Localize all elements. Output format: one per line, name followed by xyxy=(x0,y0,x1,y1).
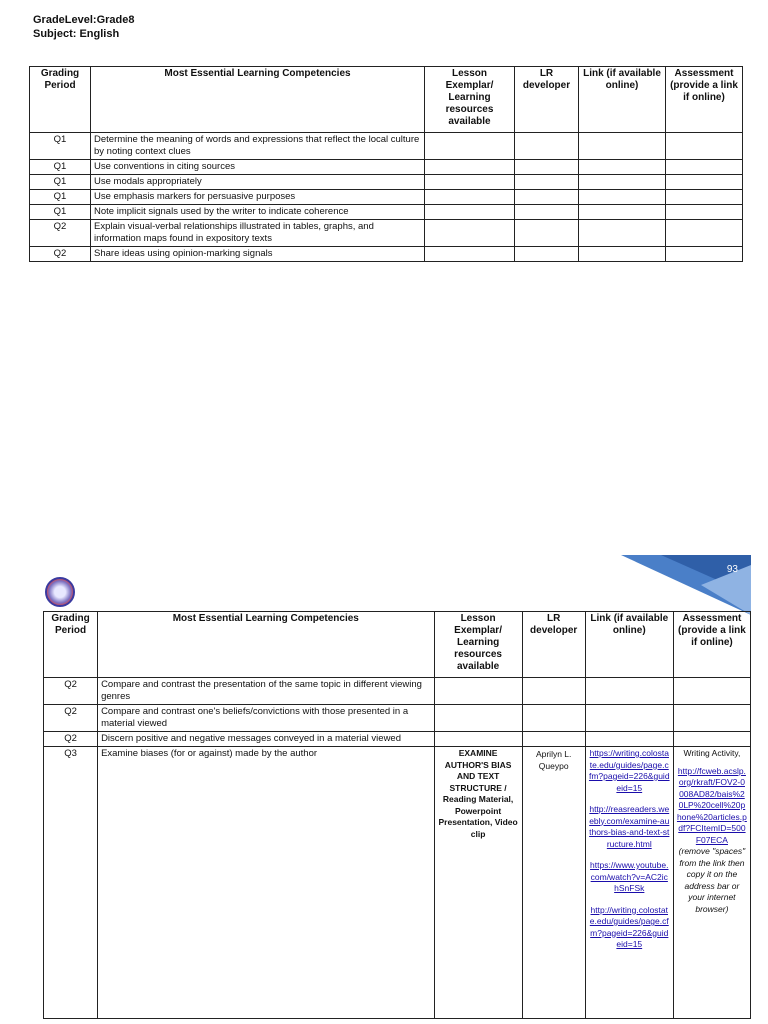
lr-developer xyxy=(515,247,579,262)
table-row xyxy=(30,247,743,262)
lesson-resource xyxy=(425,205,515,220)
lesson-resource xyxy=(434,705,522,732)
assessment xyxy=(673,678,750,705)
grading-period: Q3 xyxy=(44,747,98,1019)
resource-link-2[interactable]: http://reasreaders.weebly.com/examine-authors-bias-and-text-structure.html xyxy=(589,804,670,849)
grading-period: Q2 xyxy=(44,678,98,705)
subject: Subject: English xyxy=(33,28,120,40)
page-header xyxy=(33,13,135,41)
lr-developer xyxy=(522,732,585,747)
lr-developer: Aprilyn L. Queypo xyxy=(522,747,585,1019)
col-lr-developer: LR developer xyxy=(515,67,579,133)
assessment xyxy=(673,705,750,732)
table-row-q3 xyxy=(44,747,751,1019)
competency: Compare and contrast one's beliefs/convictions with those presented in a material viewed xyxy=(98,705,434,732)
col-link: Link (if available online) xyxy=(579,67,666,133)
table-row xyxy=(44,678,751,705)
table-row xyxy=(30,160,743,175)
assessment xyxy=(666,133,743,160)
col-lesson-exemplar: Lesson Exemplar/ Learning resources available xyxy=(425,67,515,133)
grade-level: GradeLevel:Grade8 xyxy=(33,14,135,26)
table-header-row xyxy=(44,612,751,678)
link xyxy=(579,160,666,175)
grading-period: Q1 xyxy=(30,205,91,220)
lr-developer xyxy=(515,205,579,220)
competency: Examine biases (for or against) made by the author xyxy=(98,747,434,1019)
competency: Note implicit signals used by the writer to indicate coherence xyxy=(91,205,425,220)
table-row xyxy=(30,205,743,220)
lr-developer xyxy=(515,133,579,160)
assessment xyxy=(666,205,743,220)
table-row xyxy=(44,732,751,747)
lesson-resource xyxy=(425,247,515,262)
lesson-resource xyxy=(434,732,522,747)
link xyxy=(579,190,666,205)
grading-period: Q2 xyxy=(30,220,91,247)
grading-period: Q1 xyxy=(30,175,91,190)
assessment-note: (remove "spaces" from the link then copy it on the address bar or your internet browser) xyxy=(678,846,746,914)
lesson-resource xyxy=(425,175,515,190)
competency: Determine the meaning of words and expressions that reflect the local culture by noting context clues xyxy=(91,133,425,160)
col-competencies: Most Essential Learning Competencies xyxy=(91,67,425,133)
grading-period: Q2 xyxy=(44,705,98,732)
link xyxy=(579,133,666,160)
competency-table-2 xyxy=(43,611,751,1019)
links-cell xyxy=(585,747,673,1019)
col-competencies: Most Essential Learning Competencies xyxy=(98,612,434,678)
assessment xyxy=(666,175,743,190)
competency: Use conventions in citing sources xyxy=(91,160,425,175)
resource-link-4[interactable]: http://writing.colostate.edu/guides/page.cfm?pageid=226&guideid=15 xyxy=(589,904,669,949)
lesson-resource xyxy=(425,133,515,160)
col-grading-period: Grading Period xyxy=(44,612,98,678)
competency-table-1 xyxy=(29,66,743,262)
table-row xyxy=(30,190,743,205)
competency: Use modals appropriately xyxy=(91,175,425,190)
assessment-label: Writing Activity, xyxy=(683,748,741,758)
link xyxy=(579,247,666,262)
assessment xyxy=(666,160,743,175)
col-assessment: Assessment (provide a link if online) xyxy=(673,612,750,678)
col-lesson-exemplar: Lesson Exemplar/ Learning resources available xyxy=(434,612,522,678)
resource-title: EXAMINE AUTHOR'S BIAS AND TEXT STRUCTURE / xyxy=(444,748,512,793)
link xyxy=(579,220,666,247)
lr-developer xyxy=(522,705,585,732)
lr-developer xyxy=(515,190,579,205)
link xyxy=(585,732,673,747)
link xyxy=(585,705,673,732)
assessment xyxy=(666,190,743,205)
lesson-resource xyxy=(434,747,522,1019)
table-row xyxy=(44,705,751,732)
assessment-link[interactable]: http://fcweb.acslp.org/rkraft/FOV2-0008AD82/bais%20LP%20cell%20phone%20articles.pdf?FCItemID=500F07ECA xyxy=(676,765,747,845)
resource-link-3[interactable]: https://www.youtube.com/watch?v=AC2ichSnFSk xyxy=(590,860,669,893)
lr-developer xyxy=(515,160,579,175)
grading-period: Q1 xyxy=(30,160,91,175)
grading-period: Q2 xyxy=(30,247,91,262)
col-lr-developer: LR developer xyxy=(522,612,585,678)
competency: Use emphasis markers for persuasive purposes xyxy=(91,190,425,205)
col-link: Link (if available online) xyxy=(585,612,673,678)
assessment-cell xyxy=(673,747,750,1019)
deped-seal-icon xyxy=(45,577,75,607)
table-row xyxy=(30,175,743,190)
competency: Compare and contrast the presentation of the same topic in different viewing genres xyxy=(98,678,434,705)
lr-developer xyxy=(515,220,579,247)
table-header-row xyxy=(30,67,743,133)
lesson-resource xyxy=(425,160,515,175)
lesson-resource xyxy=(425,190,515,205)
lesson-resource xyxy=(425,220,515,247)
col-grading-period: Grading Period xyxy=(30,67,91,133)
table-row xyxy=(30,133,743,160)
grading-period: Q1 xyxy=(30,133,91,160)
assessment xyxy=(673,732,750,747)
grading-period: Q1 xyxy=(30,190,91,205)
link xyxy=(585,678,673,705)
competency: Discern positive and negative messages conveyed in a material viewed xyxy=(98,732,434,747)
page-number: 93 xyxy=(726,564,738,575)
lr-developer xyxy=(515,175,579,190)
resource-link-1[interactable]: https://writing.colostate.edu/guides/page.cfm?pageid=226&guideid=15 xyxy=(588,748,670,793)
assessment xyxy=(666,247,743,262)
resource-detail: Reading Material, Powerpoint Presentation, Video clip xyxy=(438,794,518,839)
competency: Share ideas using opinion-marking signals xyxy=(91,247,425,262)
col-assessment: Assessment (provide a link if online) xyxy=(666,67,743,133)
link xyxy=(579,175,666,190)
grading-period: Q2 xyxy=(44,732,98,747)
lesson-resource xyxy=(434,678,522,705)
table-row xyxy=(30,220,743,247)
competency: Explain visual-verbal relationships illustrated in tables, graphs, and information maps found in expository texts xyxy=(91,220,425,247)
lr-developer xyxy=(522,678,585,705)
link xyxy=(579,205,666,220)
assessment xyxy=(666,220,743,247)
